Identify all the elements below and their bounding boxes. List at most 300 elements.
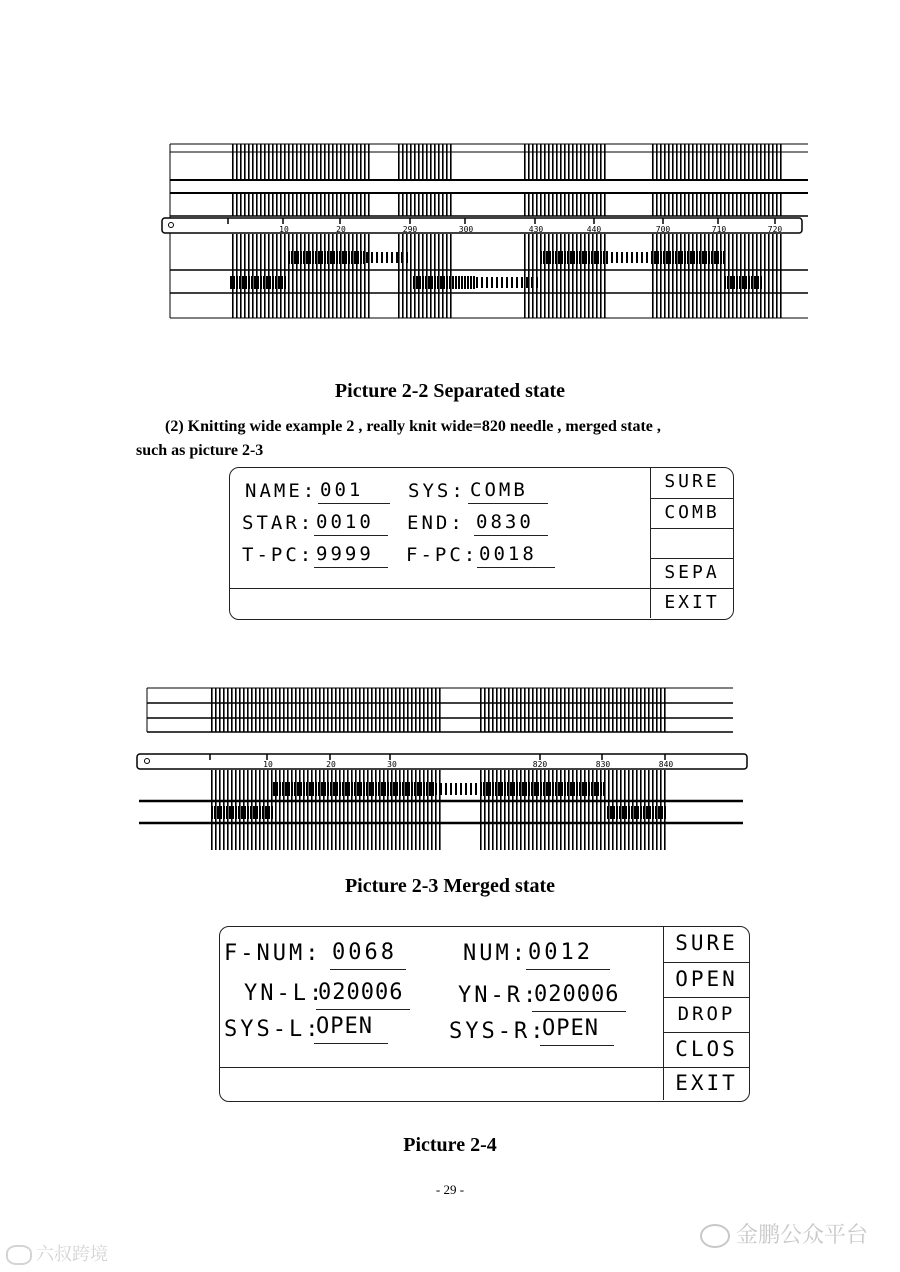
needle-line [576,144,578,180]
selected-needle [626,252,628,263]
needle-line [367,688,369,732]
needle-line [348,193,350,216]
needle-line [291,688,293,732]
selected-needle [276,782,278,796]
needle-line [279,688,281,732]
needle-line [568,193,570,216]
selected-needle [300,251,302,264]
selected-needle [423,782,425,796]
needle-line [360,193,362,216]
needle-line [446,193,448,216]
selected-needle [428,276,430,289]
ynr-field[interactable]: 020006 [532,979,626,1012]
logo-icon [6,1245,32,1265]
needle-line [296,144,298,180]
selected-needle [461,276,463,289]
needle-line [347,688,349,732]
needle-line [327,688,329,732]
selected-needle [588,782,590,796]
selected-needle [282,782,284,796]
needle-line [284,144,286,180]
selected-needle [495,782,497,796]
needle-line [736,144,738,180]
needle-line [406,234,408,318]
needle-line [708,193,710,216]
needle-line [688,193,690,216]
selected-needle [531,277,533,288]
selected-needle [754,276,756,289]
selected-needle [381,782,383,796]
selected-needle [558,782,560,796]
needle-line [402,144,404,180]
needle-line [255,688,257,732]
selected-needle [591,782,593,796]
needle-line [292,144,294,180]
scale-label: 700 [655,225,671,234]
scale-label: 710 [711,225,727,234]
drop-button[interactable]: DROP [664,997,749,1032]
picture-2-2-caption: Picture 2-2 Separated state [334,380,566,402]
needle-line [434,144,436,180]
selected-needle [465,783,467,795]
selected-needle [411,782,413,796]
needle-line [664,144,666,180]
needle-line [596,144,598,180]
needle-line [244,144,246,180]
needle-line [332,144,334,180]
needle-line [320,144,322,180]
selected-needle [513,782,515,796]
needle-line [748,193,750,216]
blank-button[interactable] [651,528,733,558]
selected-needle [613,806,615,819]
selected-needle [543,251,545,264]
selected-needle [588,251,590,264]
needle-line [536,234,538,318]
needle-line [356,144,358,180]
selected-needle [386,252,388,263]
needle-line [410,144,412,180]
needle-line [267,688,269,732]
needle-line [596,234,598,318]
needle-line [272,144,274,180]
sys-label: SYS: [408,480,466,502]
needle-line [227,688,229,732]
needle-line [418,193,420,216]
needle-line [292,193,294,216]
needle-line [352,193,354,216]
needle-line [402,193,404,216]
needle-line [520,688,522,732]
selected-needle [396,252,398,263]
needle-line [588,144,590,180]
sepa-button[interactable]: SEPA [651,558,733,588]
needle-line [652,234,654,318]
needle-line [564,688,566,732]
settings-panel-comb [229,467,734,620]
selected-needle [363,251,365,264]
selected-needle [390,782,392,796]
needle-line [231,688,233,732]
selected-needle [496,277,498,288]
selected-needle [678,251,680,264]
needle-line [720,144,722,180]
selected-needle [279,782,281,796]
selected-needle [561,782,563,796]
selected-needle [253,806,255,819]
needle-line [296,193,298,216]
selected-needle [651,251,653,264]
needle-line [548,688,550,732]
needle-line [656,193,658,216]
needle-line [264,144,266,180]
needle-line [676,144,678,180]
selected-needle [269,276,271,289]
selected-needle [244,806,246,819]
selected-needle [643,806,645,819]
sure-button[interactable]: SURE [675,931,738,955]
clos-button[interactable]: CLOS [664,1032,749,1067]
selected-needle [684,251,686,264]
selected-needle [690,251,692,264]
needle-line [300,144,302,180]
selected-needle [342,782,344,796]
needle-line [360,144,362,180]
needle-line [672,234,674,318]
needle-line [256,144,258,180]
needle-line [656,144,658,180]
sys-field[interactable]: COMB [468,478,548,504]
selected-needle [516,277,518,288]
comb-button[interactable]: COMB [651,498,733,528]
selected-needle [333,251,335,264]
needle-line [688,234,690,318]
needle-line [540,234,542,318]
needle-line [276,144,278,180]
needle-line [268,144,270,180]
needle-line [215,688,217,732]
needle-line [652,144,654,180]
fnum-field[interactable]: 0068 [330,937,406,970]
needle-line [604,234,606,318]
needle-line [395,688,397,732]
selected-needle [372,782,374,796]
scale-label: 440 [586,225,602,234]
needle-line [688,144,690,180]
needle-line [588,688,590,732]
exit-button[interactable]: EXIT [664,1067,749,1100]
needle-line [508,688,510,732]
needle-line [736,193,738,216]
needle-line [584,144,586,180]
needle-line [768,193,770,216]
selected-needle [426,782,428,796]
needle-line [748,144,750,180]
selected-needle [342,251,344,264]
needle-line [371,688,373,732]
selected-needle [272,276,274,289]
selected-needle [384,782,386,796]
needle-line [211,688,213,732]
needle-line [700,193,702,216]
selected-needle [422,276,424,289]
selected-needle [552,251,554,264]
needle-line [355,688,357,732]
selected-needle [366,252,368,263]
sysl-field[interactable]: OPEN [314,1011,388,1044]
needle-line [331,688,333,732]
selected-needle [736,276,738,289]
needle-line [352,144,354,180]
selected-needle [402,782,404,796]
needle-line [288,234,290,318]
selected-needle [275,276,277,289]
needle-line [692,193,694,216]
needle-line [600,234,602,318]
selected-needle [567,251,569,264]
selected-needle [399,782,401,796]
sysr-field[interactable]: OPEN [540,1013,614,1046]
selected-needle [675,251,677,264]
sure-button[interactable]: SURE [664,471,720,492]
selected-needle [585,782,587,796]
needle-line [768,234,770,318]
needle-line [684,144,686,180]
separated-state-diagram [158,138,818,328]
needle-line [716,234,718,318]
selected-needle [546,251,548,264]
needle-line [708,144,710,180]
needle-line [324,193,326,216]
needle-line [271,688,273,732]
needle-line [343,688,345,732]
needle-line [403,688,405,732]
needle-line [430,193,432,216]
needle-line [348,234,350,318]
ynl-field[interactable]: 020006 [316,977,410,1010]
selected-needle [360,251,362,264]
selected-needle [363,782,365,796]
selected-needle [419,276,421,289]
selected-needle [230,276,232,289]
selected-needle [455,783,457,795]
needle-line [728,193,730,216]
needle-line [692,234,694,318]
needle-line [656,234,658,318]
needle-line [704,234,706,318]
needle-line [264,193,266,216]
selected-needle [757,276,759,289]
selected-needle [600,782,602,796]
selected-needle [256,806,258,819]
selected-needle [733,276,735,289]
needle-line [708,234,710,318]
selected-needle [414,782,416,796]
name-field[interactable]: 001 [318,478,390,504]
needle-line [387,688,389,732]
selected-needle [564,251,566,264]
needle-line [780,234,782,318]
star-field[interactable]: 0010 [314,510,388,536]
selected-needle [594,251,596,264]
needle-line [600,688,602,732]
watermark-left: 六叔跨境 [6,1240,108,1266]
selected-needle [606,251,608,264]
needle-line [576,193,578,216]
needle-line [600,144,602,180]
needle-line [524,193,526,216]
needle-line [712,193,714,216]
needle-line [268,193,270,216]
scale-label: 30 [387,760,397,769]
selected-needle [661,806,663,819]
selected-needle [555,251,557,264]
needle-line [764,193,766,216]
selected-needle [435,783,437,795]
tpc-field[interactable]: 9999 [314,542,388,568]
selected-needle [452,276,454,289]
selected-needle [607,806,609,819]
fpc-field[interactable]: 0018 [477,542,555,568]
needle-line [300,234,302,318]
scale-label: 820 [532,760,548,769]
selected-needle [666,251,668,264]
needle-line [676,193,678,216]
num-field[interactable]: 0012 [526,937,610,970]
needle-line [488,688,490,732]
needle-line [536,193,538,216]
needle-line [696,193,698,216]
needle-line [364,234,366,318]
selected-needle [637,806,639,819]
needle-line [336,144,338,180]
needle-line [680,144,682,180]
selected-needle [214,806,216,819]
needle-line [410,193,412,216]
selected-needle [708,251,710,264]
needle-line [379,688,381,732]
needle-line [632,688,634,732]
needle-line [660,144,662,180]
needle-line [406,193,408,216]
selected-needle [259,806,261,819]
selected-needle [233,276,235,289]
selected-needle [354,782,356,796]
needle-line [772,193,774,216]
needle-line [320,234,322,318]
needle-line [295,688,297,732]
needle-line [402,234,404,318]
needle-line [259,688,261,732]
selected-needle [739,276,741,289]
needle-line [500,688,502,732]
needle-line [560,234,562,318]
needle-line [351,688,353,732]
selected-needle [440,783,442,795]
needle-line [311,688,313,732]
needle-line [556,234,558,318]
selected-needle [318,251,320,264]
selected-needle [748,276,750,289]
needle-line [418,144,420,180]
selected-needle [339,782,341,796]
selected-needle [217,806,219,819]
needle-line [704,144,706,180]
selected-needle [573,251,575,264]
needle-line [303,688,305,732]
open-button[interactable]: OPEN [664,962,749,997]
selected-needle [631,806,633,819]
needle-line [524,234,526,318]
needle-line [780,193,782,216]
selected-needle [250,806,252,819]
selected-needle [440,276,442,289]
needle-line [544,234,546,318]
selected-needle [540,251,542,264]
tpc-label: T-PC: [242,544,315,566]
needle-line [415,688,417,732]
needle-line [540,193,542,216]
selected-needle [262,806,264,819]
selected-needle [242,276,244,289]
selected-needle [603,251,605,264]
needle-line [336,234,338,318]
selected-needle [582,782,584,796]
merged-state-diagram [135,682,755,850]
selected-needle [294,251,296,264]
needle-line [312,234,314,318]
needle-line [442,144,444,180]
needle-line [548,234,550,318]
needle-line [280,193,282,216]
selected-needle [360,782,362,796]
selected-needle [504,782,506,796]
selected-needle [238,806,240,819]
needle-line [724,144,726,180]
needle-line [776,234,778,318]
needle-line [496,688,498,732]
needle-line [616,688,618,732]
needle-line [348,144,350,180]
needle-line [552,688,554,732]
selected-needle [705,251,707,264]
needle-line [339,688,341,732]
needle-line [411,688,413,732]
selected-needle [464,276,466,289]
fpc-label: F-PC: [406,544,479,566]
needle-line [596,688,598,732]
selected-needle [658,806,660,819]
needle-line [324,144,326,180]
selected-needle [467,276,469,289]
needle-line [668,234,670,318]
selected-needle [266,276,268,289]
needle-line [316,193,318,216]
needle-line [439,688,441,732]
needle-line [572,234,574,318]
exit-button[interactable]: EXIT [651,588,733,618]
needle-line [604,688,606,732]
selected-needle [315,782,317,796]
needle-line [332,193,334,216]
selected-needle [223,806,225,819]
end-field[interactable]: 0830 [474,510,548,536]
needle-line [435,688,437,732]
selected-needle [405,782,407,796]
needle-line [480,688,482,732]
needle-line [772,144,774,180]
selected-needle [486,277,488,288]
